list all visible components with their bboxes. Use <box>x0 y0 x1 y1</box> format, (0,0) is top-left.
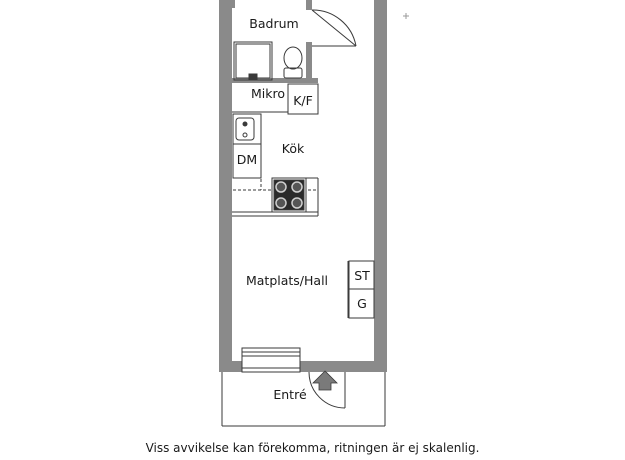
room-label-kf: K/F <box>293 93 313 108</box>
room-label-g: G <box>357 296 367 311</box>
room-label-st: ST <box>354 268 370 283</box>
shower <box>234 42 272 80</box>
room-label-badrum: Badrum <box>249 16 299 31</box>
room-label-mikro: Mikro <box>250 86 286 101</box>
stove <box>272 178 306 212</box>
room-label-matplats: Matplats/Hall <box>245 273 329 288</box>
toilet <box>284 47 302 78</box>
bottom-window <box>242 348 300 372</box>
bathroom-door <box>312 10 356 46</box>
kitchen-sink <box>233 114 261 144</box>
disclaimer-note: Viss avvikelse kan förekomma, ritningen är ej skalenlig. <box>145 441 480 455</box>
room-label-kok: Kök <box>281 141 305 156</box>
entrance-arrow-icon <box>313 371 337 390</box>
room-label-dm: DM <box>236 152 258 167</box>
room-label-entre: Entré <box>273 387 307 402</box>
compass-mark <box>403 13 409 19</box>
